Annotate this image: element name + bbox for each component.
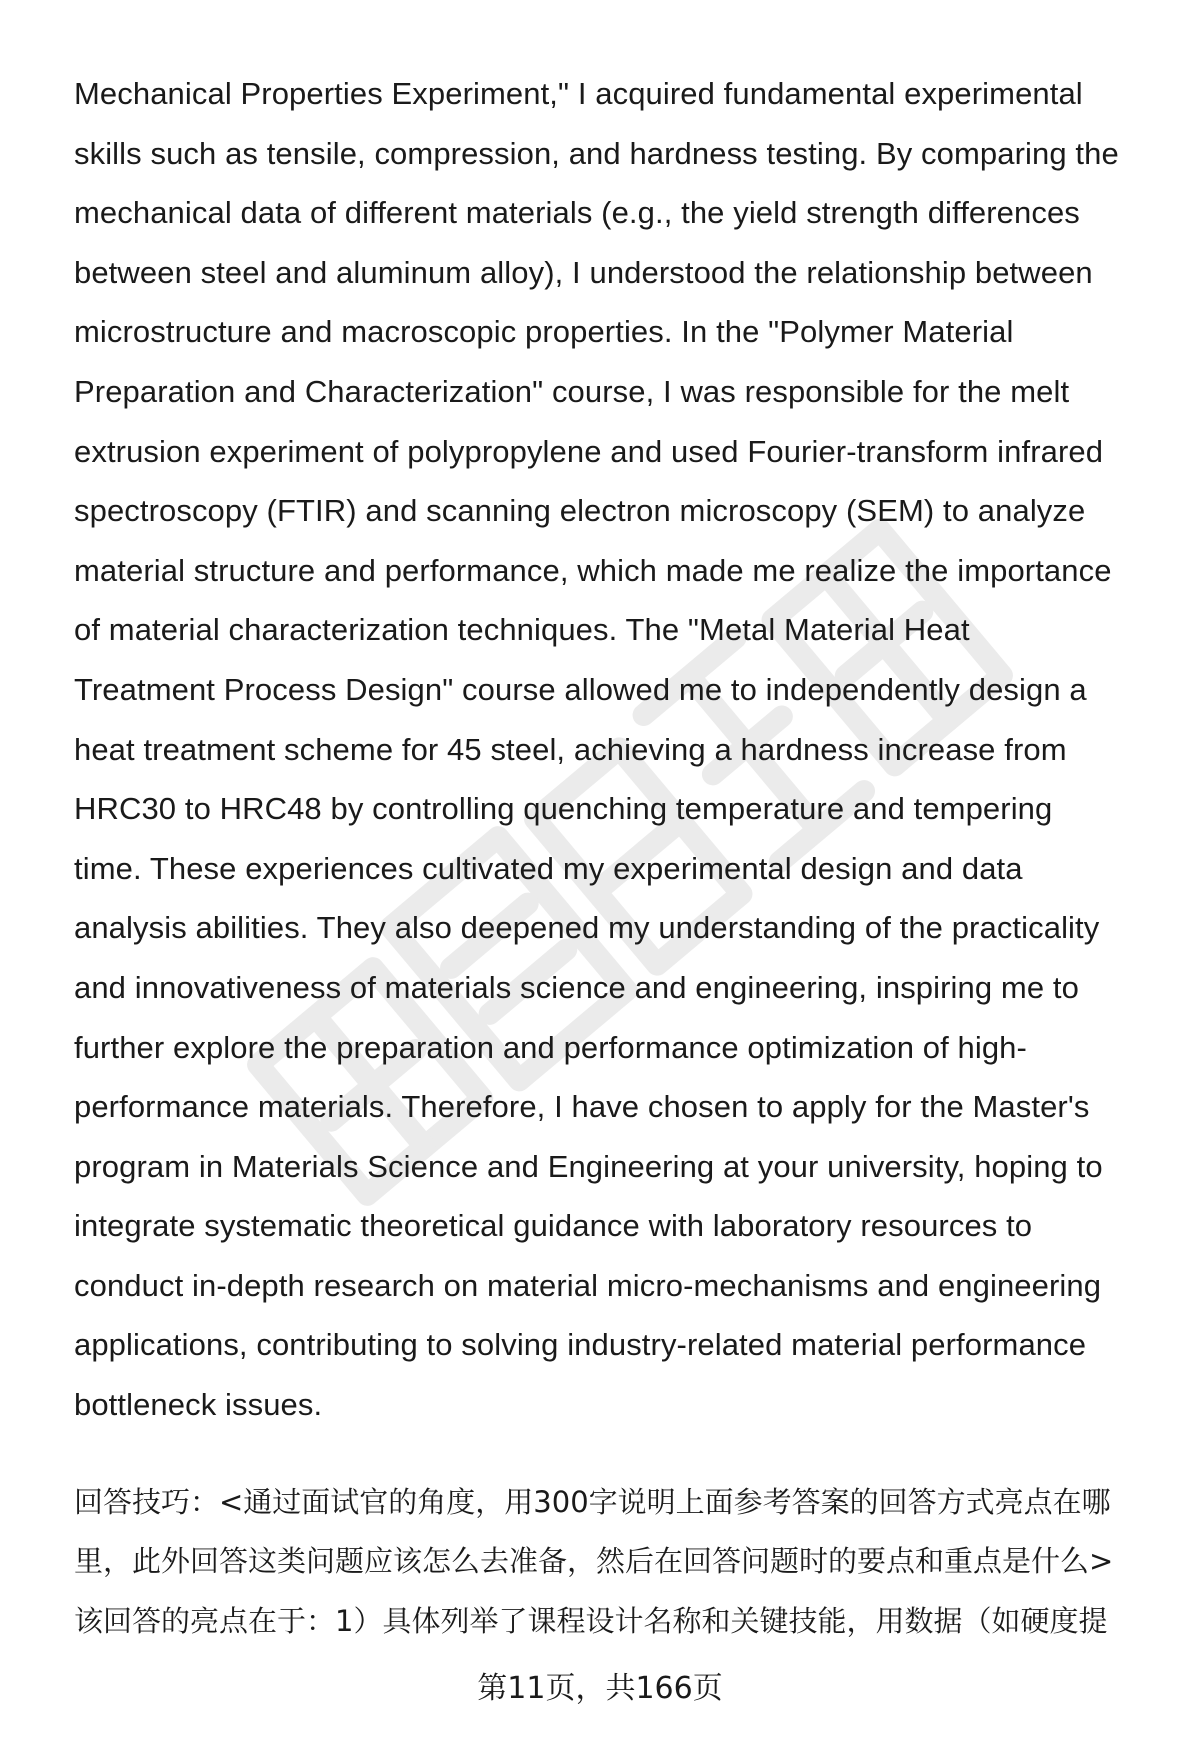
paragraph-line: conduct in-depth research on material micro-mechanisms and engineering <box>74 1267 1102 1303</box>
paragraph-line: further explore the preparation and performance optimization of high- <box>74 1029 1027 1065</box>
paragraph-line: performance materials. Therefore, I have chosen to apply for the Master's <box>74 1089 1090 1125</box>
paragraph-line: and innovativeness of materials science and engineering, inspiring me to <box>74 969 1079 1005</box>
answer-tips-line: 回答技巧：<通过面试官的角度，用300字说明上面参考答案的回答方式亮点在哪 <box>74 1485 1111 1519</box>
paragraph-line: material structure and performance, which made me realize the importance <box>74 552 1112 588</box>
answer-tips-section <box>74 1473 1154 1651</box>
paragraph-line: Mechanical Properties Experiment," I acquired fundamental experimental <box>74 76 1083 111</box>
paragraph-line: time. These experiences cultivated my experimental design and data <box>74 850 1023 886</box>
paragraph-line: of material characterization techniques. The "Metal Material Heat <box>74 612 970 648</box>
paragraph-line: skills such as tensile, compression, and hardness testing. By comparing the <box>74 135 1119 171</box>
answer-tips-line: 里，此外回答这类问题应该怎么去准备，然后在回答问题时的要点和重点是什么> <box>74 1544 1114 1579</box>
paragraph-line: applications, contributing to solving industry-related material performance <box>74 1327 1087 1363</box>
paragraph-line: microstructure and macroscopic properties. In the "Polymer Material <box>74 314 1014 350</box>
paragraph-line: heat treatment scheme for 45 steel, achieving a hardness increase from <box>74 731 1067 767</box>
paragraph-line: Treatment Process Design" course allowed me to independently design a <box>74 671 1087 707</box>
paragraph-line: analysis abilities. They also deepened my understanding of the practicality <box>74 910 1100 946</box>
answer-tips-line: 该回答的亮点在于：1）具体列举了课程设计名称和关键技能，用数据（如硬度提 <box>74 1603 1108 1638</box>
paragraph-line: between steel and aluminum alloy), I understood the relationship between <box>74 254 1093 290</box>
paragraph-line: extrusion experiment of polypropylene and used Fourier-transform infrared <box>74 433 1104 469</box>
paragraph-line: mechanical data of different materials (e.g., the yield strength differences <box>74 195 1080 231</box>
page-number: 第11页，共166页 <box>477 1671 723 1706</box>
paragraph-line: HRC30 to HRC48 by controlling quenching temperature and tempering <box>74 791 1053 827</box>
paragraph-line: Preparation and Characterization" course, I was responsible for the melt <box>74 373 1070 409</box>
paragraph-body <box>74 64 1154 1435</box>
paragraph-line: spectroscopy (FTIR) and scanning electron microscopy (SEM) to analyze <box>74 493 1086 529</box>
paragraph-line: integrate systematic theoretical guidance with laboratory resources to <box>74 1208 1033 1244</box>
paragraph-line: bottleneck issues. <box>74 1387 323 1423</box>
paragraph-line: program in Materials Science and Engineering at your university, hoping to <box>74 1148 1103 1184</box>
